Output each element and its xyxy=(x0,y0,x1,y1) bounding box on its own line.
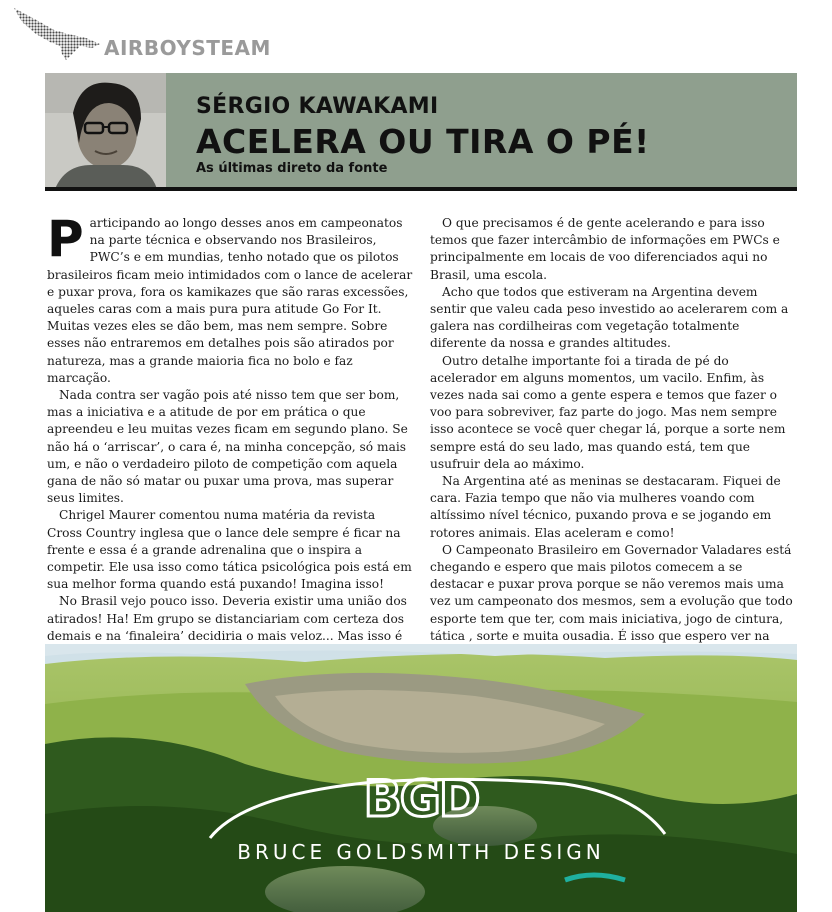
paragraph: Na Argentina até as meninas se destacaram. Fiquei de cara. Fazia tempo que não via mulheres voando com altíssimo nível técnico, puxando prova e se jogando em rotores animais. Elas aceleram e como! xyxy=(430,474,781,540)
author-name: SÉRGIO KAWAKAMI xyxy=(196,94,439,119)
author-portrait xyxy=(45,73,166,189)
paragraph xyxy=(47,210,413,387)
paragraph: Nada contra ser vagão pois até nisso tem que ser bom, mas a iniciativa e a atitude de por em prática o que apreendeu e leu muitas vezes ficam em segundo plano. Se não há o ‘arriscar’, o cara é, na minha concepção, só mais um, e não o verdadeiro piloto de competição com aquela gana de não só matar ou puxar uma prova, mas superar seus limites. xyxy=(47,388,408,506)
article-headline: ACELERA OU TIRA O PÉ! xyxy=(196,122,650,161)
bgd-advertisement xyxy=(45,644,797,912)
article-column-right xyxy=(430,215,796,679)
article-column-left xyxy=(47,210,413,679)
paragraph: Acho que todos que estiveram na Argentina devem sentir que valeu cada peso investido ao acelerarem com a galera nas cordilheiras com vegetação totalmente diferente da nossa e grandes altitudes. xyxy=(430,284,789,351)
paragraph: No Brasil vejo pouco isso. Deveria existir uma união dos atirados! Ha! Em grupo se distanciariam com certeza dos demais e na ‘finaleira’ decidiria o mais veloz... Mas isso é xyxy=(47,594,407,643)
bgd-brand-name: BRUCE GOLDSMITH DESIGN xyxy=(237,840,605,864)
header-divider xyxy=(45,187,797,191)
paragraph: Outro detalhe importante foi a tirada de pé do acelerador em alguns momentos, um vacilo. Enfim, às vezes nada sai como a gente espera e temos que fazer o voo para sobreviver, faz parte do jogo. Mas nem sempre isso acontece se você quer chegar lá, porque a sorte nem sempre está do seu lado, mas quando está, tem que usufruir dela ao máximo. xyxy=(430,353,786,471)
paragraph: O que precisamos é de gente acelerando e para isso temos que fazer intercâmbio de informações em PWCs e principalmente em locais de voo diferenciados aqui no Brasil, uma escola. xyxy=(430,216,780,282)
paragraph: Chrigel Maurer comentou numa matéria da revista Cross Country inglesa que o lance dele sempre é ficar na frente e essa é a grande adrenalina que o inspira a competir. Ele usa isso como tática psicológica pois está em sua melhor forma quando está puxando! Imagina isso! xyxy=(47,508,412,592)
bgd-monogram-logo: BGD xyxy=(363,770,479,828)
paragraph-text: articipando ao longo desses anos em campeonatos na parte técnica e observando nos Brasileiros, PWC’s e em mundias, tenho notado que os pilotos brasileiros ficam meio intimidados com o lance de acelerar e puxar prova, fora os kamikazes que são raras excessões, aqueles caras com a mais pura pura atitude Go For It. Muitas vezes eles se dão bem, mas nem sempre. Sobre esses não entraremos em detalhes pois são atirados por natureza, mas a grande maioria fica no bolo e faz marcação. xyxy=(47,216,413,385)
paragraph-text: O Campeonato Brasileiro em Governador Valadares está chegando e espero que mais pilotos comecem a se destacar e puxar prova porque se não veremos mais uma vez um campeonato dos mesmos, sem a evolução que todo esporte tem que ter, com mais iniciativa, jogo de cintura, tática , sorte e muita ousadia. É isso que espero ver na xyxy=(430,542,793,643)
drop-cap: P xyxy=(47,210,84,268)
section-title: AIRBOYSTEAM xyxy=(104,36,271,60)
article-standfirst: As últimas direto da fonte xyxy=(196,161,388,176)
eagle-logo-icon xyxy=(10,4,102,62)
